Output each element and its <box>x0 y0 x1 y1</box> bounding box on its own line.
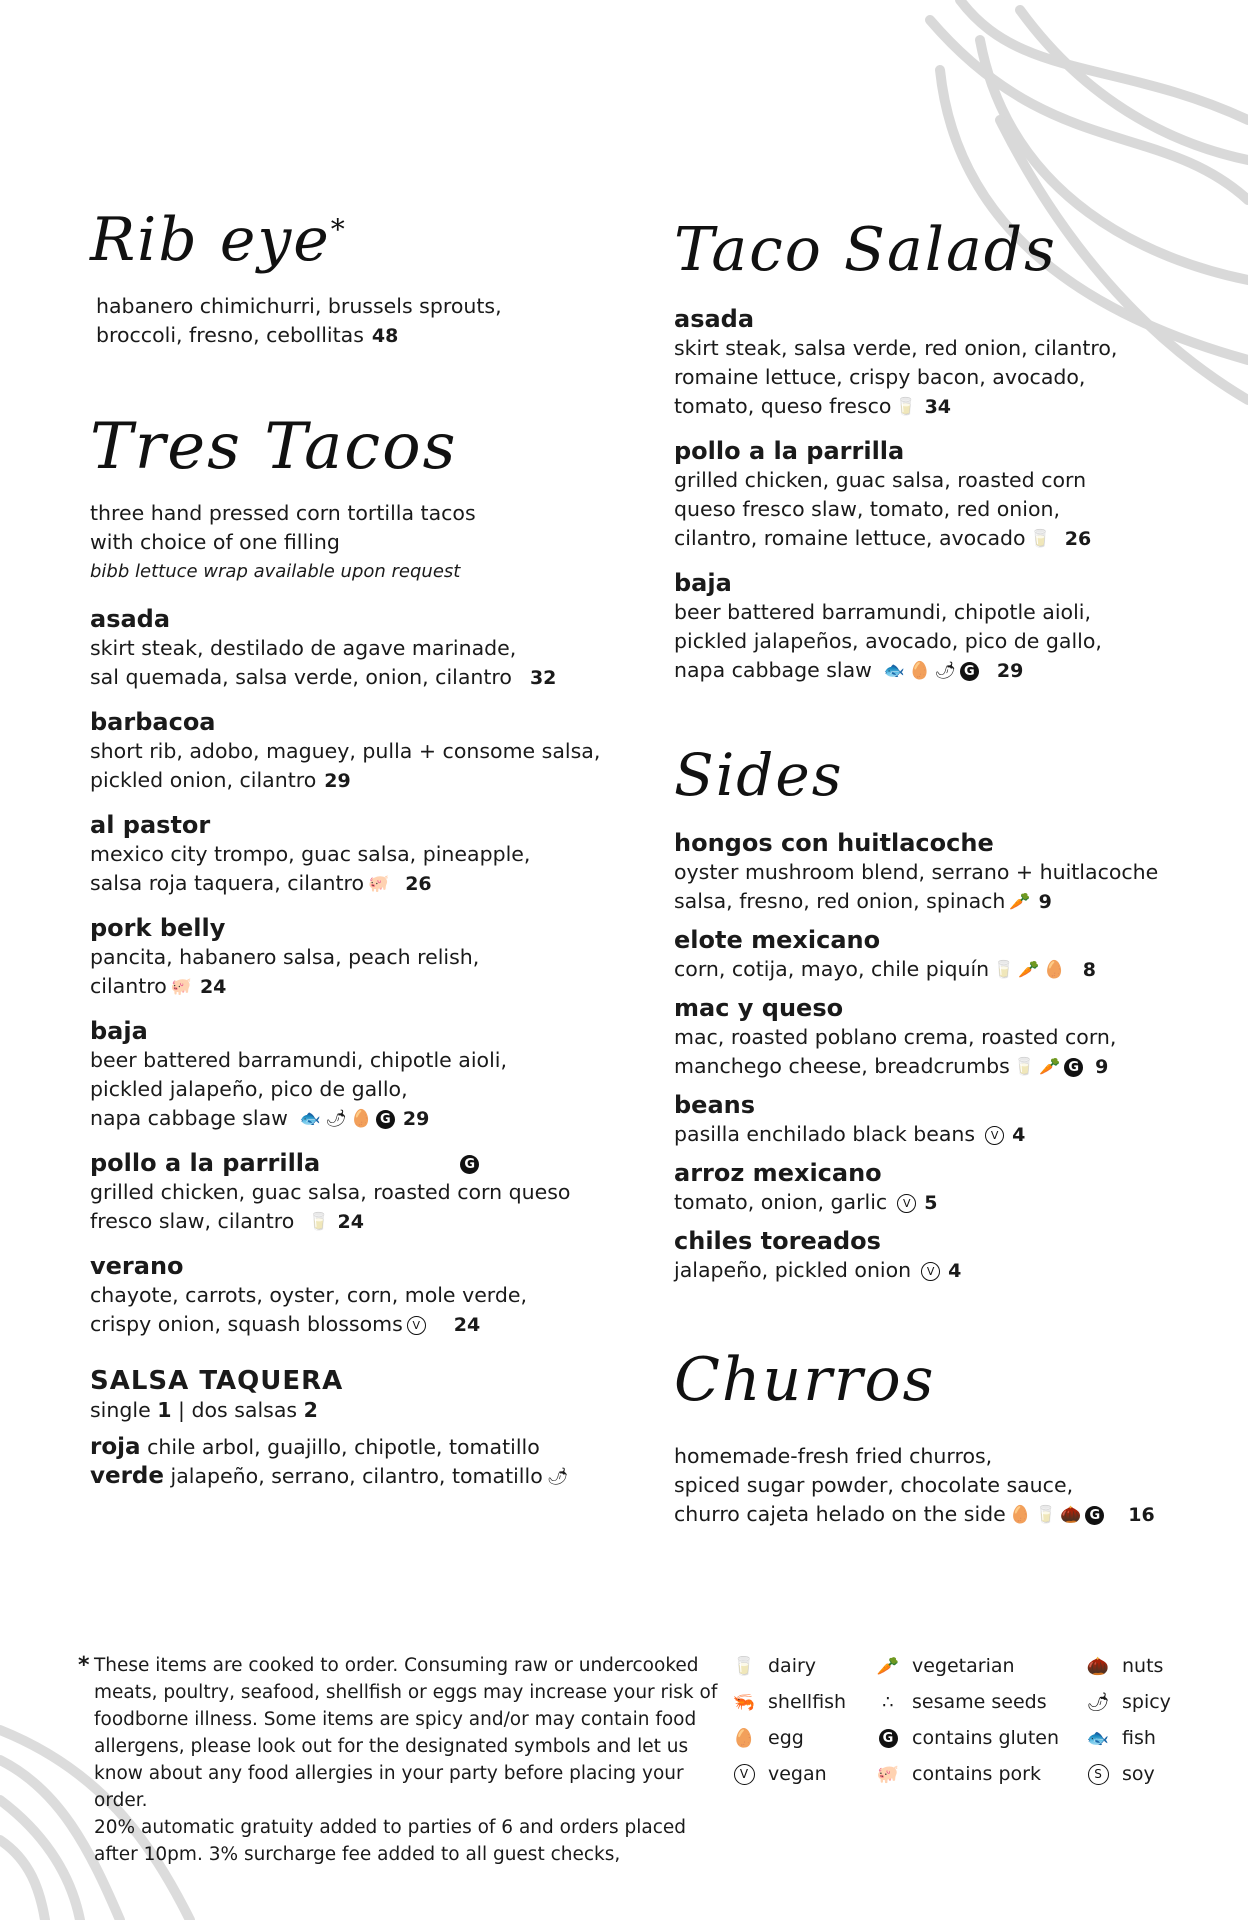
tres-tacos-title: Tres Tacos <box>90 410 458 484</box>
dairy-icon: 🥛 <box>732 1655 756 1677</box>
item-desc: pasilla enchilado black beans V 4 <box>674 1122 1026 1146</box>
item-name: elote mexicano <box>674 926 881 954</box>
item-desc: beer battered barramundi, chipotle aioli, pickled jalapeño, pico de gallo, napa cabbage slaw 🐟 🌶 🥚 G 29 <box>90 1046 610 1134</box>
menu-item <box>674 925 1194 985</box>
legend-gluten: contains gluten <box>912 1727 1060 1749</box>
item-name: asada <box>674 305 755 333</box>
item-name: beans <box>674 1091 756 1119</box>
fish-icon: 🐟 <box>883 660 906 681</box>
menu-item <box>90 1251 610 1340</box>
salsa-roja: roja chile arbol, guajillo, chipotle, tomatillo <box>90 1434 540 1460</box>
dairy-icon: 🥛 <box>308 1211 330 1232</box>
gluten-icon: G <box>376 1110 395 1129</box>
gluten-icon: G <box>1085 1506 1104 1525</box>
dos-price: 2 <box>303 1398 318 1422</box>
item-price: 26 <box>1064 528 1092 550</box>
pork-icon: 🐖 <box>876 1763 900 1785</box>
item-name: pollo a la parrilla <box>674 437 905 465</box>
dairy-icon: 🥛 <box>1013 1056 1035 1077</box>
menu-item <box>674 304 1194 422</box>
item-price: 9 <box>1095 1056 1109 1078</box>
dairy-icon: 🥛 <box>1034 1504 1057 1525</box>
item-name: pork belly <box>90 914 226 942</box>
churros-desc: homemade-fresh fried churros, spiced sugar powder, chocolate sauce, churro cajeta helado on the side 🥚 🥛 🌰 G 16 <box>674 1442 1194 1530</box>
tres-tacos-intro-line2: with choice of one filling <box>90 530 340 554</box>
disclaimer-line: after 10pm. 3% surcharge fee added to all guest checks, <box>94 1844 621 1865</box>
shellfish-icon: 🦐 <box>732 1691 756 1713</box>
churros-price: 16 <box>1128 1504 1155 1526</box>
menu-item <box>90 1148 610 1237</box>
menu-item <box>90 810 610 899</box>
egg-icon: 🥚 <box>350 1108 372 1129</box>
item-name: pollo a la parrilla G <box>90 1148 610 1178</box>
vegetarian-icon: 🥕 <box>1018 959 1040 980</box>
vegetarian-icon: 🥕 <box>1009 891 1031 912</box>
legend-col-3 <box>1082 1648 1171 1792</box>
salsa-pricing: single 1 | dos salsas 2 <box>90 1398 318 1422</box>
item-name: baja <box>90 1017 148 1045</box>
legend-col-2 <box>872 1648 1059 1792</box>
legend-dairy: dairy <box>768 1655 817 1677</box>
dairy-icon: 🥛 <box>1029 528 1051 549</box>
item-name: arroz mexicano <box>674 1159 882 1187</box>
menu-item <box>674 568 1194 686</box>
vegetarian-icon: 🥕 <box>876 1655 900 1677</box>
taco-salads-title: Taco Salads <box>674 215 1057 285</box>
item-name: hongos con huitlacoche <box>674 829 994 857</box>
item-desc: mac, roasted poblano crema, roasted corn, manchego cheese, breadcrumbs 🥛 🥕 G 9 <box>674 1023 1194 1082</box>
item-desc: pancita, habanero salsa, peach relish, cilantro 🐖 24 <box>90 943 610 1002</box>
menu-item <box>674 1158 1194 1218</box>
spicy-icon: 🌶 <box>325 1108 347 1129</box>
item-price: 8 <box>1082 959 1096 981</box>
item-price: 32 <box>529 667 557 689</box>
item-price: 4 <box>1012 1124 1026 1146</box>
egg-icon: 🥚 <box>1009 1504 1031 1525</box>
item-desc: short rib, adobo, maguey, pulla + consome salsa, pickled onion, cilantro 29 <box>90 739 601 792</box>
item-name: mac y queso <box>674 994 844 1022</box>
egg-icon: 🥚 <box>1043 959 1065 980</box>
disclaimer-line: meats, poultry, seafood, shellfish or eggs may increase your risk of <box>94 1682 718 1703</box>
nuts-icon: 🌰 <box>1060 1504 1082 1525</box>
item-name: al pastor <box>90 811 211 839</box>
vegan-icon: V <box>921 1262 940 1281</box>
pork-icon: 🐖 <box>170 976 192 997</box>
menu-item <box>674 436 1194 554</box>
disclaimer-line: foodborne illness. Some items are spicy and/or may contain food <box>94 1709 697 1730</box>
fish-icon: 🐟 <box>1086 1727 1110 1749</box>
sides-title: Sides <box>674 741 844 809</box>
pork-icon: 🐖 <box>368 873 390 894</box>
allergen-disclaimer <box>78 1652 718 1868</box>
item-price: 24 <box>453 1314 481 1336</box>
ribeye-asterisk: * <box>330 213 347 246</box>
disclaimer-line: These items are cooked to order. Consuming raw or undercooked <box>94 1655 699 1676</box>
item-desc: beer battered barramundi, chipotle aioli, pickled jalapeños, avocado, pico de gallo, napa cabbage slaw 🐟 🥚 🌶 G 29 <box>674 598 1194 686</box>
item-price: 26 <box>405 873 432 895</box>
spicy-icon: 🌶 <box>934 660 956 681</box>
egg-icon: 🥚 <box>732 1727 756 1749</box>
disclaimer-line: 20% automatic gratuity added to parties of 6 and orders placed <box>94 1817 686 1838</box>
salsa-taquera-title: SALSA TAQUERA <box>90 1366 344 1396</box>
legend-vegetarian: vegetarian <box>912 1655 1015 1677</box>
tres-tacos-intro <box>90 499 610 557</box>
ribeye-price: 48 <box>371 325 399 347</box>
item-desc: skirt steak, salsa verde, red onion, cilantro, romaine lettuce, crispy bacon, avocado, tomato, queso fresco 🥛 34 <box>674 334 1194 422</box>
item-name: barbacoa <box>90 708 216 736</box>
item-name: baja <box>674 569 732 597</box>
item-price: 9 <box>1038 891 1052 913</box>
legend-col-1 <box>728 1648 846 1792</box>
item-price: 24 <box>337 1211 364 1233</box>
menu-item <box>674 828 1194 917</box>
item-name: chiles toreados <box>674 1227 881 1255</box>
salsa-verde: verde jalapeño, serrano, cilantro, tomatillo 🌶 <box>90 1462 610 1492</box>
item-name: asada <box>90 605 171 633</box>
menu-item <box>90 913 610 1002</box>
nuts-icon: 🌰 <box>1086 1655 1110 1677</box>
legend-egg: egg <box>768 1727 804 1749</box>
menu-item <box>674 993 1194 1082</box>
item-desc: chayote, carrots, oyster, corn, mole verde, crispy onion, squash blossoms V 24 <box>90 1283 528 1336</box>
item-price: 4 <box>948 1260 962 1282</box>
single-price: 1 <box>157 1398 172 1422</box>
item-desc: skirt steak, destilado de agave marinade, sal quemada, salsa verde, onion, cilantro 32 <box>90 636 557 689</box>
disclaimer-line: know about any food allergies in your party before placing your order. <box>94 1763 684 1811</box>
sesame-icon: ∴ <box>882 1691 894 1713</box>
menu-item <box>674 1226 1194 1286</box>
item-desc: corn, cotija, mayo, chile piquín 🥛 🥕 🥚 8 <box>674 955 1194 985</box>
vegan-icon: V <box>407 1316 426 1335</box>
gluten-icon: G <box>960 662 979 681</box>
fish-icon: 🐟 <box>299 1108 322 1129</box>
spicy-icon: 🌶 <box>546 1466 569 1487</box>
gluten-icon: G <box>879 1729 898 1748</box>
item-desc: jalapeño, pickled onion V 4 <box>674 1258 962 1282</box>
menu-item <box>674 1090 1194 1150</box>
gluten-icon: G <box>460 1155 479 1174</box>
legend-sesame: sesame seeds <box>912 1691 1047 1713</box>
ribeye-desc <box>96 292 610 351</box>
churros-title: Churros <box>674 1345 936 1415</box>
menu-item <box>90 604 610 693</box>
left-column <box>90 205 610 1492</box>
spicy-icon: 🌶 <box>1086 1691 1110 1713</box>
dairy-icon: 🥛 <box>895 396 917 417</box>
item-desc: grilled chicken, guac salsa, roasted corn queso fresco slaw, tomato, red onion, cilantro, romaine lettuce, avocado 🥛 26 <box>674 466 1194 554</box>
gluten-icon: G <box>1064 1058 1083 1077</box>
item-price: 24 <box>199 976 227 998</box>
ribeye-title: Rib eye* <box>90 205 347 275</box>
legend-soy: soy <box>1122 1763 1155 1785</box>
item-price: 5 <box>924 1192 938 1214</box>
right-column <box>674 215 1194 1530</box>
item-price: 34 <box>924 396 952 418</box>
dairy-icon: 🥛 <box>993 959 1015 980</box>
legend-pork: contains pork <box>912 1763 1041 1785</box>
item-price: 29 <box>324 770 351 792</box>
item-desc: tomato, onion, garlic V 5 <box>674 1190 938 1214</box>
ribeye-desc-line2: broccoli, fresno, cebollitas <box>96 323 364 347</box>
vegan-icon: V <box>897 1194 916 1213</box>
salsa-taquera-section <box>90 1366 610 1492</box>
item-price: 29 <box>996 660 1024 682</box>
item-desc: grilled chicken, guac salsa, roasted corn queso fresco slaw, cilantro 🥛 24 <box>90 1178 610 1237</box>
ribeye-section <box>90 205 610 351</box>
tres-tacos-intro-line1: three hand pressed corn tortilla tacos <box>90 501 476 525</box>
item-name: verano <box>90 1252 184 1280</box>
legend-vegan: vegan <box>768 1763 827 1785</box>
item-desc: mexico city trompo, guac salsa, pineapple, salsa roja taquera, cilantro 🐖 26 <box>90 840 610 899</box>
vegan-icon: V <box>985 1126 1004 1145</box>
ribeye-desc-line1: habanero chimichurri, brussels sprouts, <box>96 294 502 318</box>
tres-tacos-note: bibb lettuce wrap available upon request <box>90 561 461 582</box>
menu-item <box>90 1016 610 1134</box>
disclaimer-asterisk: * <box>78 1653 90 1678</box>
vegan-icon: V <box>734 1764 755 1785</box>
soy-icon: S <box>1088 1764 1109 1785</box>
item-price: 29 <box>402 1108 430 1130</box>
menu-item <box>90 707 610 796</box>
vegetarian-icon: 🥕 <box>1039 1056 1061 1077</box>
egg-icon: 🥚 <box>909 660 931 681</box>
item-desc: oyster mushroom blend, serrano + huitlacoche salsa, fresno, red onion, spinach 🥕 9 <box>674 858 1194 917</box>
legend-shellfish: shellfish <box>768 1691 847 1713</box>
legend-nuts: nuts <box>1122 1655 1164 1677</box>
legend-spicy: spicy <box>1122 1691 1171 1713</box>
legend-fish: fish <box>1122 1727 1156 1749</box>
disclaimer-line: allergens, please look out for the designated symbols and let us <box>94 1736 689 1757</box>
